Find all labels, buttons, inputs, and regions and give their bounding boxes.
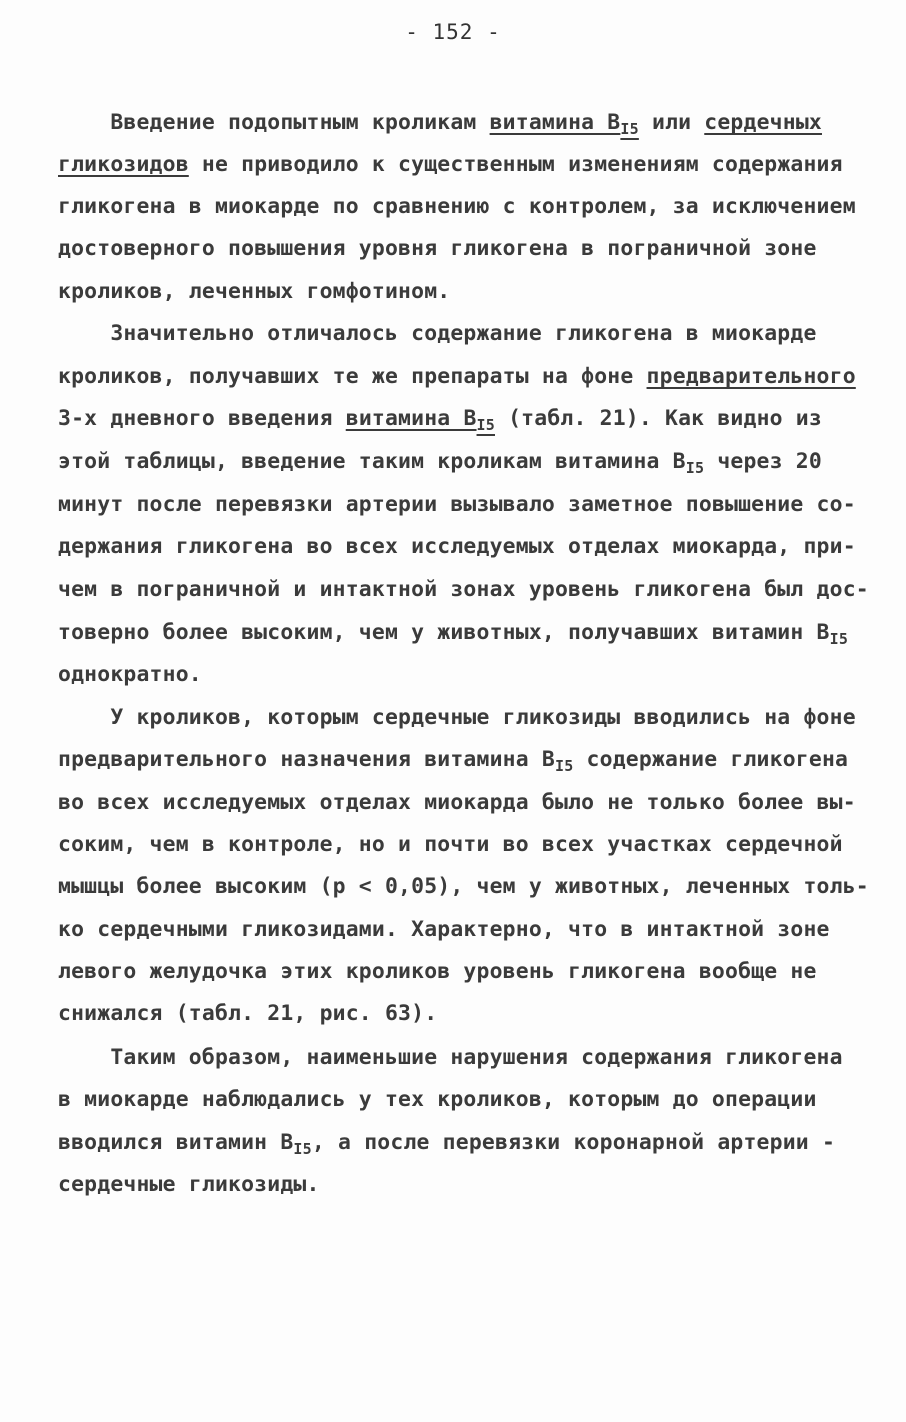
subscript: I5 bbox=[554, 757, 574, 775]
text-span: содержание гликогена bbox=[573, 747, 849, 772]
text-line bbox=[58, 1170, 320, 1200]
text-span: гликозидов bbox=[58, 152, 189, 177]
text-line bbox=[58, 999, 437, 1029]
text-line bbox=[58, 277, 450, 307]
text-span: предварительного bbox=[646, 364, 856, 389]
subscript: I5 bbox=[829, 630, 849, 648]
text-span: или bbox=[638, 110, 705, 135]
text-line bbox=[58, 532, 856, 562]
text-span: соким, чем в контроле, но и почти во всех участках сердечной bbox=[58, 832, 843, 857]
subscript: I5 bbox=[293, 1140, 312, 1158]
text-line bbox=[58, 192, 856, 222]
text-span: в миокарде наблюдались у тех кроликов, которым до операции bbox=[58, 1087, 817, 1112]
text-span: Введение подопытным кроликам bbox=[58, 110, 490, 135]
text-span: снижался (табл. 21, рис. 63). bbox=[58, 1001, 438, 1026]
text-span: кроликов, леченных гомфотином. bbox=[58, 279, 451, 304]
text-span: мышцы более высоким (p < 0,05), чем у животных, леченных толь- bbox=[58, 874, 869, 899]
text-span: Значительно отличалось содержание гликогена в миокарде bbox=[58, 321, 817, 346]
subscript: I5 bbox=[476, 416, 495, 434]
text-line bbox=[58, 108, 822, 138]
text-line bbox=[58, 957, 817, 987]
text-span: (табл. 21). Как видно из bbox=[495, 406, 822, 431]
text-line bbox=[58, 362, 856, 392]
text-span: , а после перевязки коронарной артерии - bbox=[311, 1130, 836, 1155]
text-span: ко сердечными гликозидами. Характерно, что в интактной зоне bbox=[58, 917, 830, 942]
text-span: не приводило к существенным изменениям содержания bbox=[188, 152, 843, 177]
text-span: витамина B bbox=[345, 406, 477, 431]
text-line bbox=[58, 618, 848, 648]
text-line bbox=[58, 1043, 843, 1073]
text-span: сердечные гликозиды. bbox=[58, 1172, 320, 1197]
text-span: 3-х дневного введения bbox=[58, 406, 346, 431]
text-span: держания гликогена во всех исследуемых отделах миокарда, при- bbox=[58, 534, 856, 559]
text-line bbox=[58, 490, 856, 520]
text-span: однократно. bbox=[58, 662, 202, 687]
text-line bbox=[58, 703, 856, 733]
text-span: У кроликов, которым сердечные гликозиды вводились на фоне bbox=[58, 705, 856, 730]
text-line bbox=[58, 234, 817, 264]
text-span: этой таблицы, введение таким кроликам витамина B bbox=[58, 449, 686, 474]
text-line bbox=[58, 319, 817, 349]
text-span: через 20 bbox=[704, 449, 822, 474]
text-line bbox=[58, 404, 822, 434]
text-line bbox=[58, 1085, 817, 1115]
text-span: кроликов, получавших те же препараты на фоне bbox=[58, 364, 647, 389]
text-line bbox=[58, 660, 202, 690]
text-line bbox=[58, 150, 843, 180]
text-span: во всех исследуемых отделах миокарда было не только более вы- bbox=[58, 790, 856, 815]
text-span: гликогена в миокарде по сравнению с контролем, за исключением bbox=[58, 194, 856, 219]
text-line bbox=[58, 1128, 835, 1158]
text-span: левого желудочка этих кроликов уровень гликогена вообще не bbox=[58, 959, 817, 984]
text-line bbox=[58, 830, 843, 860]
text-span: вводился витамин B bbox=[58, 1130, 294, 1155]
text-line bbox=[58, 575, 869, 605]
text-span: минут после перевязки артерии вызывало заметное повышение со- bbox=[58, 492, 856, 517]
subscript: I5 bbox=[685, 459, 705, 477]
text-span: предварительного назначения витамина B bbox=[58, 747, 555, 772]
text-span: товерно более высоким, чем у животных, получавших витамин B bbox=[58, 620, 830, 645]
text-span: сердечных bbox=[704, 110, 822, 135]
text-line bbox=[58, 788, 856, 818]
text-span: Таким образом, наименьшие нарушения содержания гликогена bbox=[58, 1045, 843, 1070]
text-line bbox=[58, 915, 830, 945]
text-span: достоверного повышения уровня гликогена в пограничной зоне bbox=[58, 236, 817, 261]
subscript: I5 bbox=[620, 120, 639, 138]
text-line bbox=[58, 745, 848, 775]
text-span: чем в пограничной и интактной зонах уровень гликогена был дос- bbox=[58, 577, 869, 602]
text-line bbox=[58, 447, 822, 477]
text-span: витамина B bbox=[489, 110, 621, 135]
text-line bbox=[58, 872, 869, 902]
page-number: - 152 - bbox=[405, 20, 501, 44]
